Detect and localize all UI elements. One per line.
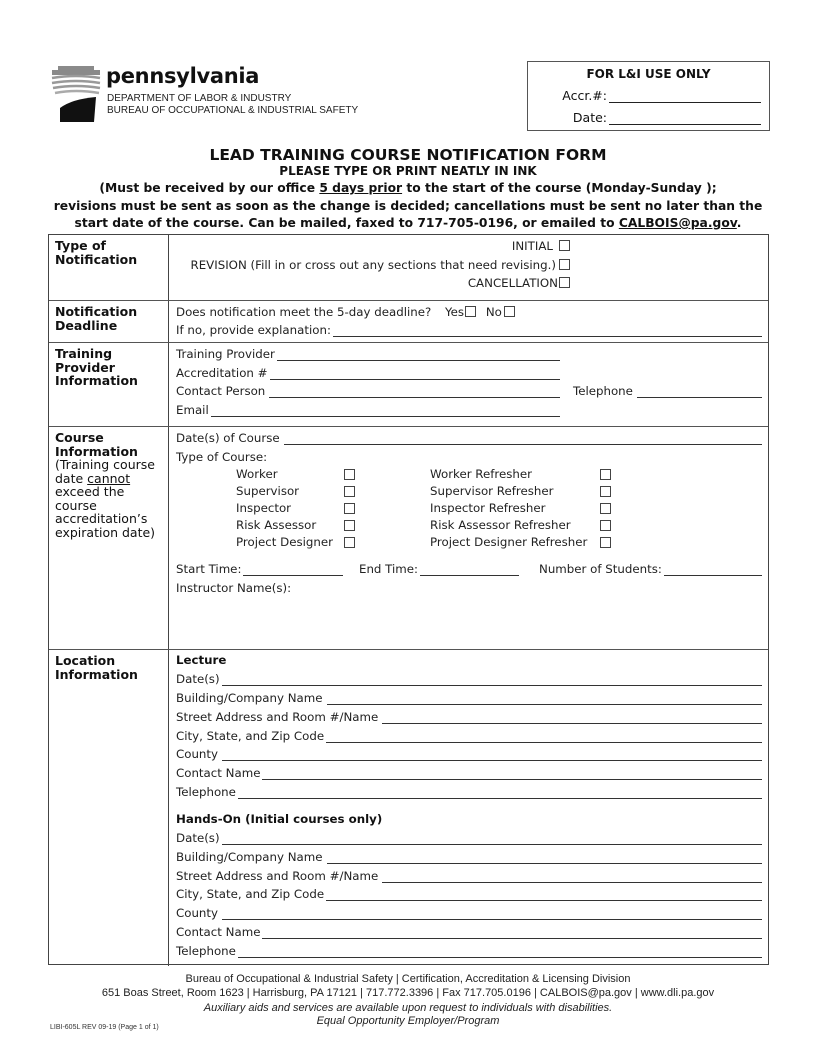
lecture-telephone-field[interactable]: [176, 785, 762, 799]
email-label: Email: [176, 403, 209, 417]
lecture-contact-field[interactable]: [176, 766, 762, 780]
end-time-field[interactable]: [359, 562, 519, 576]
footer-division: Bureau of Occupational & Industrial Safety | Certification, Accreditation & Licensing Division: [185, 973, 631, 985]
field-label: Telephone: [176, 785, 236, 799]
contact-person-label: Contact Person: [176, 384, 266, 398]
lecture-street-input-line[interactable]: [382, 712, 762, 724]
start-time-label: Start Time:: [176, 562, 242, 576]
course-type-label: Project Designer: [236, 535, 333, 549]
course-note: [55, 457, 155, 540]
field-label: Contact Name: [176, 766, 261, 780]
course-note-text: (Training course date: [55, 457, 155, 486]
field-label: City, State, and Zip Code: [176, 729, 325, 743]
explanation-label: If no, provide explanation:: [176, 323, 331, 337]
footer-accessibility: Auxiliary aids and services are available upon request to individuals with disabilities.: [203, 1002, 613, 1014]
field-label: Contact Name: [176, 925, 261, 939]
risk-assessor-checkbox[interactable]: [344, 520, 355, 531]
footer-eeo: Equal Opportunity Employer/Program: [316, 1015, 500, 1027]
handson-county-field[interactable]: [176, 906, 762, 920]
course-type-label: Project Designer Refresher: [430, 535, 588, 549]
section-label: [49, 427, 169, 649]
project-designer-refresher-checkbox[interactable]: [600, 537, 611, 548]
course-type-label: Worker: [236, 467, 278, 481]
revision-label: REVISION (Fill in or cross out any sections that need revising.): [190, 258, 556, 272]
deadline-question: [176, 305, 515, 319]
initial-option[interactable]: [512, 239, 570, 253]
field-label: County: [176, 906, 219, 920]
footer-address: 651 Boas Street, Room 1623 | Harrisburg, PA 17121 | 717.772.3396 | Fax 717.705.0196 | CALBOIS@pa.gov | www.dli.pa.gov: [101, 987, 715, 999]
field-label: Building/Company Name: [176, 691, 323, 705]
section-label: Location Information: [49, 650, 169, 966]
handson-building-input-line[interactable]: [327, 852, 762, 864]
notification-form: [48, 234, 769, 965]
end-time-label: End Time:: [359, 562, 419, 576]
lecture-city-input-line[interactable]: [326, 731, 762, 743]
field-label: Date(s): [176, 672, 220, 686]
yes-checkbox[interactable]: [465, 306, 476, 317]
accreditation-label: Accreditation #: [176, 366, 268, 380]
course-type-project-designer-refresher[interactable]: [430, 535, 587, 549]
instr-text: (Must be received by our office: [99, 181, 320, 195]
initial-checkbox[interactable]: [559, 240, 570, 251]
lecture-title: Lecture: [176, 653, 227, 667]
handson-building-field[interactable]: [176, 850, 762, 864]
course-type-worker-refresher[interactable]: [430, 467, 532, 481]
instr-text: start date of the course. Can be mailed, faxed to 717-705-0196, or emailed to: [74, 216, 619, 230]
field-label: County: [176, 747, 219, 761]
handson-street-field[interactable]: [176, 869, 762, 883]
risk-assessor-refresher-checkbox[interactable]: [600, 520, 611, 531]
course-type-label: Supervisor: [236, 484, 300, 498]
pa-logo: [50, 64, 370, 124]
handson-contact-input-line[interactable]: [262, 927, 762, 939]
explanation-input-line[interactable]: [333, 325, 762, 337]
course-type-project-designer[interactable]: [236, 535, 333, 549]
cancellation-checkbox[interactable]: [559, 277, 570, 288]
revision-option[interactable]: [191, 258, 570, 272]
yes-label: Yes: [445, 305, 465, 319]
course-type-risk-assessor-refresher[interactable]: [430, 518, 571, 532]
section-notification-deadline: [49, 301, 768, 343]
cancellation-label: CANCELLATION: [467, 276, 558, 290]
course-dates-label: Date(s) of Course: [176, 431, 280, 445]
course-type-label: Inspector Refresher: [430, 501, 546, 515]
field-label: Building/Company Name: [176, 850, 323, 864]
course-label-title: Course Information: [55, 430, 138, 459]
section-type-of-notification: [49, 235, 768, 301]
handson-city-input-line[interactable]: [326, 889, 762, 901]
section-label: Type of Notification: [49, 235, 169, 300]
field-label: Street Address and Room #/Name: [176, 869, 379, 883]
course-type-supervisor[interactable]: [236, 484, 299, 498]
explanation-field[interactable]: [176, 323, 762, 337]
course-type-label: Worker Refresher: [430, 467, 532, 481]
training-provider-input-line[interactable]: [277, 349, 560, 361]
field-label: Street Address and Room #/Name: [176, 710, 379, 724]
lecture-county-field[interactable]: [176, 747, 762, 761]
handson-telephone-field[interactable]: [176, 944, 762, 958]
course-type-label: Inspector: [236, 501, 292, 515]
office-date-input-line[interactable]: [609, 112, 761, 125]
handson-dates-input-line[interactable]: [222, 833, 762, 845]
department-name: DEPARTMENT OF LABOR & INDUSTRY: [107, 93, 292, 104]
office-use-title: FOR L&I USE ONLY: [586, 67, 711, 81]
course-type-risk-assessor[interactable]: [236, 518, 316, 532]
project-designer-checkbox[interactable]: [344, 537, 355, 548]
field-label: Telephone: [176, 944, 236, 958]
section-location-information: [49, 650, 768, 966]
instructor-names-area[interactable]: [176, 597, 756, 643]
end-time-input-line[interactable]: [420, 564, 519, 576]
handson-telephone-input-line[interactable]: [238, 946, 762, 958]
accreditation-input-line[interactable]: [270, 368, 560, 380]
initial-label: INITIAL: [511, 239, 553, 253]
section-training-provider: [49, 343, 768, 427]
inspector-checkbox[interactable]: [344, 503, 355, 514]
form-instructions: [40, 180, 776, 233]
lecture-building-field[interactable]: [176, 691, 762, 705]
section-course-information: [49, 427, 768, 650]
handson-street-input-line[interactable]: [382, 871, 762, 883]
provider-telephone-label: Telephone: [573, 384, 633, 398]
course-type-worker[interactable]: [236, 467, 278, 481]
course-note-text: exceed the course accreditation’s expiration date): [55, 484, 156, 540]
course-note-cannot: cannot: [87, 470, 131, 486]
contact-person-input-line[interactable]: [269, 386, 560, 398]
training-provider-label: Training Provider: [176, 347, 275, 361]
supervisor-refresher-checkbox[interactable]: [600, 486, 611, 497]
instr-text: to the start of the course (Monday-Sunday );: [402, 181, 717, 195]
field-label: Date(s): [176, 831, 220, 845]
section-label: Notification Deadline: [49, 301, 169, 342]
email-input-line[interactable]: [211, 405, 560, 417]
course-dates-input-line[interactable]: [284, 433, 762, 445]
handson-dates-field[interactable]: [176, 831, 762, 845]
instr-text: .: [736, 216, 742, 230]
supervisor-checkbox[interactable]: [344, 486, 355, 497]
accr-input-line[interactable]: [609, 90, 761, 103]
keystone-logo-icon: [50, 66, 102, 122]
form-title: LEAD TRAINING COURSE NOTIFICATION FORM: [209, 146, 607, 164]
course-type-label: Supervisor Refresher: [430, 484, 554, 498]
cancellation-option[interactable]: [468, 276, 570, 290]
section-label: Training Provider Information: [49, 343, 169, 426]
contact-person-field[interactable]: [176, 384, 560, 398]
accr-label: Accr.#:: [562, 88, 607, 103]
lecture-contact-input-line[interactable]: [262, 768, 762, 780]
lecture-county-input-line[interactable]: [222, 749, 762, 761]
bureau-name: BUREAU OF OCCUPATIONAL & INDUSTRIAL SAFETY: [107, 105, 359, 116]
provider-telephone-input-line[interactable]: [637, 386, 762, 398]
office-date-label: Date:: [572, 110, 607, 125]
email-link[interactable]: CALBOIS@pa.gov: [618, 216, 737, 230]
form-subtitle: PLEASE TYPE OR PRINT NEATLY IN INK: [279, 164, 537, 178]
num-students-label: Number of Students:: [539, 562, 662, 576]
training-provider-field[interactable]: [176, 347, 560, 361]
inspector-refresher-checkbox[interactable]: [600, 503, 611, 514]
form-number: LIBI-605L REV 09-19 (Page 1 of 1): [50, 1024, 159, 1031]
logo-title: pennsylvania: [106, 64, 260, 88]
start-time-input-line[interactable]: [243, 564, 343, 576]
handson-title: Hands-On (Initial courses only): [176, 812, 383, 826]
revision-checkbox[interactable]: [559, 259, 570, 270]
start-time-field[interactable]: [176, 562, 343, 576]
handson-city-field[interactable]: [176, 887, 762, 901]
course-type-label: Risk Assessor: [236, 518, 317, 532]
lecture-street-field[interactable]: [176, 710, 762, 724]
instr-5-days: 5 days prior: [319, 181, 403, 195]
lecture-telephone-input-line[interactable]: [238, 787, 762, 799]
provider-telephone-field[interactable]: [573, 384, 762, 398]
instructor-names-label: Instructor Name(s):: [176, 581, 292, 595]
lecture-dates-field[interactable]: [176, 672, 762, 686]
instr-text: revisions must be sent as soon as the change is decided; cancellations must be sent no later than the: [53, 198, 763, 213]
lecture-city-field[interactable]: [176, 729, 762, 743]
no-label: No: [485, 305, 502, 319]
course-type-inspector-refresher[interactable]: [430, 501, 545, 515]
handson-county-input-line[interactable]: [222, 908, 762, 920]
course-type-label: Risk Assessor Refresher: [430, 518, 571, 532]
field-label: City, State, and Zip Code: [176, 887, 325, 901]
office-use-box: [527, 61, 770, 131]
worker-refresher-checkbox[interactable]: [600, 469, 611, 480]
accr-number-field[interactable]: [528, 88, 769, 103]
accreditation-field[interactable]: [176, 366, 560, 380]
course-type-label: Type of Course:: [176, 450, 268, 464]
lecture-building-input-line[interactable]: [327, 693, 762, 705]
handson-contact-field[interactable]: [176, 925, 762, 939]
course-type-inspector[interactable]: [236, 501, 291, 515]
course-type-supervisor-refresher[interactable]: [430, 484, 553, 498]
deadline-question-text: Does notification meet the 5-day deadline?: [176, 305, 432, 319]
lecture-dates-input-line[interactable]: [222, 674, 762, 686]
no-checkbox[interactable]: [504, 306, 515, 317]
num-students-field[interactable]: [539, 562, 762, 576]
num-students-input-line[interactable]: [664, 564, 762, 576]
office-date-field[interactable]: [528, 110, 769, 125]
course-dates-field[interactable]: [176, 431, 762, 445]
email-field[interactable]: [176, 403, 560, 417]
worker-checkbox[interactable]: [344, 469, 355, 480]
